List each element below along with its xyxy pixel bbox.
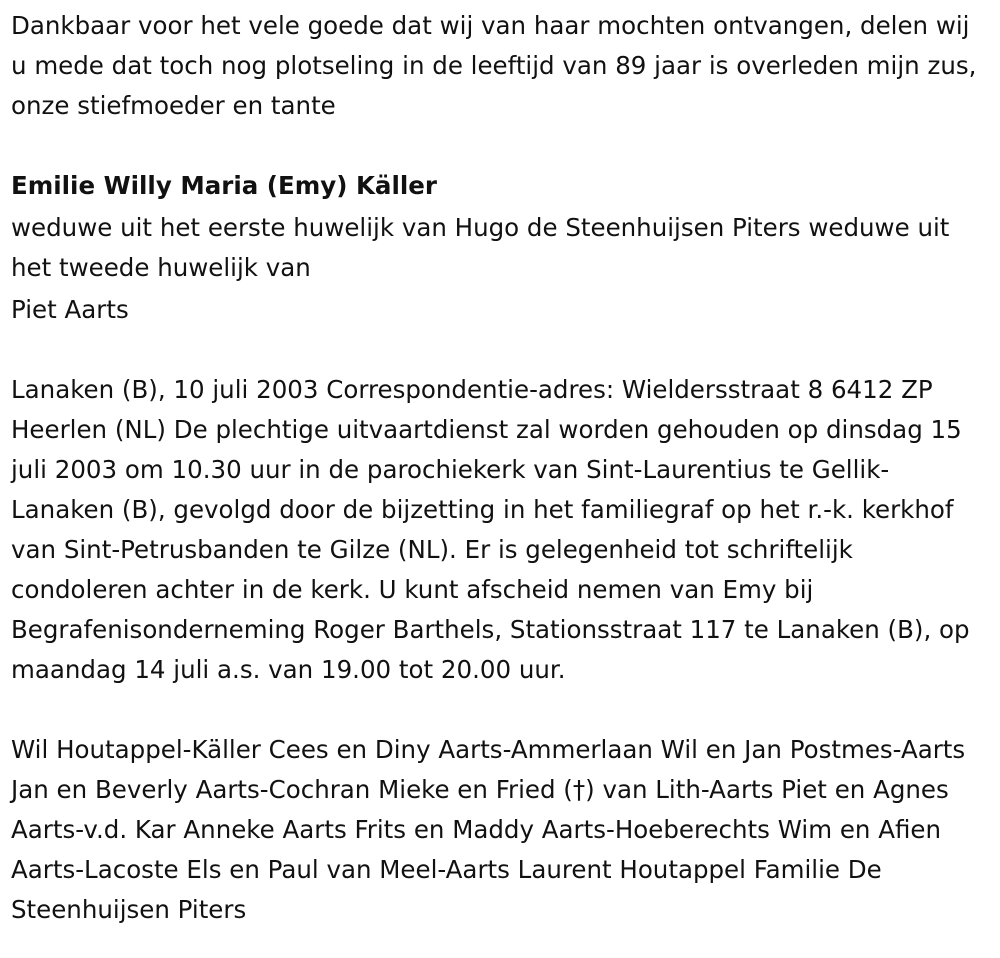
intro-paragraph: Dankbaar voor het vele goede dat wij van haar mochten ontvangen, delen wij u mede dat toch nog plotseling in de leeftijd van 89 jaar is overleden mijn zus, onze stiefmoeder en tante	[11, 11, 977, 120]
funeral-details-paragraph: Lanaken (B), 10 juli 2003 Correspondentie-adres: Wieldersstraat 8 6412 ZP Heerlen (NL) De plechtige uitvaartdienst zal worden gehouden op dinsdag 15 juli 2003 om 10.30 uur in de parochiekerk van Sint-Laurentius te Gellik-Lanaken (B), gevolgd door de bijzetting in het familiegraf op het r.-k. kerkhof van Sint-Petrusbanden te Gilze (NL). Er is gelegenheid tot schriftelijk condoleren achter in de kerk. U kunt afscheid nemen van Emy bij Begrafenisonderneming Roger Barthels, Stationsstraat 117 te Lanaken (B), op maandag 14 juli a.s. van 19.00 tot 20.00 uur.	[11, 375, 970, 684]
deceased-name: Emilie Willy Maria (Emy) Käller	[11, 171, 437, 200]
widow-paragraph: weduwe uit het eerste huwelijk van Hugo de Steenhuijsen Piters weduwe uit het tweede huwelijk van	[11, 213, 950, 282]
family-signatures-paragraph: Wil Houtappel-Käller Cees en Diny Aarts-Ammerlaan Wil en Jan Postmes-Aarts Jan en Beverly Aarts-Cochran Mieke en Fried (†) van Lith-Aarts Piet en Agnes Aarts-v.d. Kar Anneke Aarts Frits en Maddy Aarts-Hoeberechts Wim en Afien Aarts-Lacoste Els en Paul van Meel-Aarts Laurent Houtappel Familie De Steenhuijsen Piters	[11, 735, 966, 924]
spouse-name: Piet Aarts	[11, 295, 129, 324]
